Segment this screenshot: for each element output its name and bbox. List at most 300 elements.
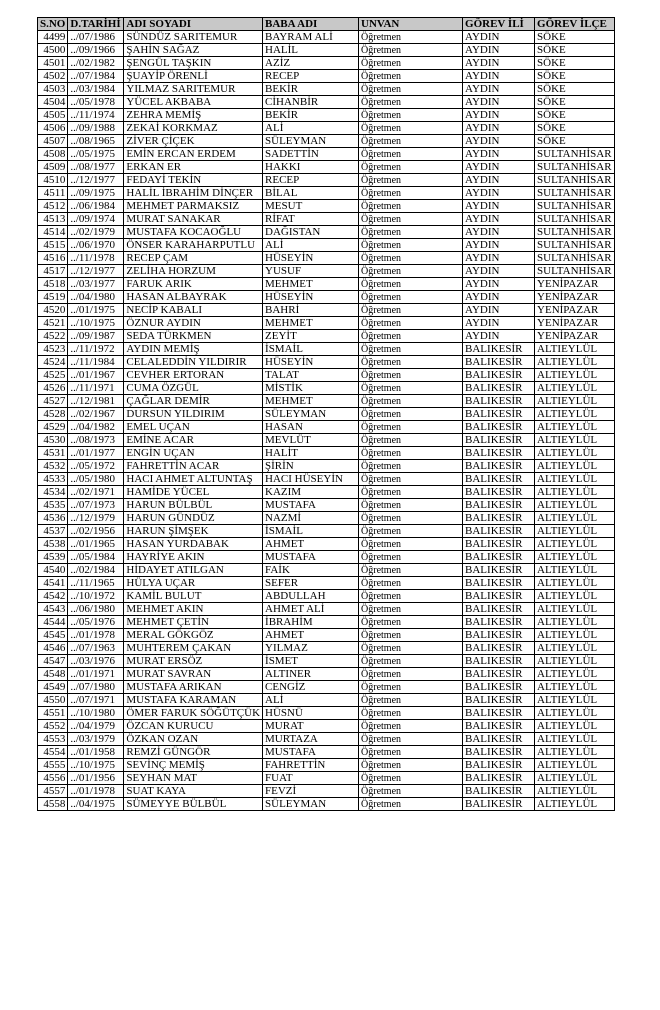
cell-district: YENİPAZAR (535, 304, 615, 317)
cell-full-name: ÖNSER KARAHARPUTLU (124, 239, 263, 252)
cell-full-name: DURSUN YILDIRIM (124, 408, 263, 421)
cell-full-name: HACI AHMET ALTUNTAŞ (124, 473, 263, 486)
table-row (38, 720, 615, 733)
cell-sno: 4532 (38, 460, 68, 473)
cell-birth-date: ../11/1971 (68, 382, 124, 395)
table-row (38, 447, 615, 460)
cell-father-name: İSMAİL (263, 525, 359, 538)
cell-title: Öğretmen (359, 252, 463, 265)
cell-district: ALTIEYLÜL (535, 603, 615, 616)
cell-title: Öğretmen (359, 421, 463, 434)
cell-sno: 4506 (38, 122, 68, 135)
table-row (38, 421, 615, 434)
cell-province: BALIKESİR (463, 629, 535, 642)
cell-title: Öğretmen (359, 694, 463, 707)
cell-province: AYDIN (463, 239, 535, 252)
cell-birth-date: ../10/1975 (68, 317, 124, 330)
cell-district: ALTIEYLÜL (535, 369, 615, 382)
cell-father-name: MUSTAFA (263, 746, 359, 759)
cell-birth-date: ../06/1970 (68, 239, 124, 252)
cell-full-name: ZEKAİ KORKMAZ (124, 122, 263, 135)
cell-sno: 4544 (38, 616, 68, 629)
cell-title: Öğretmen (359, 681, 463, 694)
cell-full-name: ÖZCAN KURUCU (124, 720, 263, 733)
cell-father-name: ŞİRİN (263, 460, 359, 473)
cell-sno: 4541 (38, 577, 68, 590)
cell-father-name: SÜLEYMAN (263, 408, 359, 421)
cell-province: BALIKESİR (463, 551, 535, 564)
cell-province: BALIKESİR (463, 668, 535, 681)
cell-full-name: ŞENGÜL TAŞKIN (124, 57, 263, 70)
cell-father-name: BEKİR (263, 109, 359, 122)
cell-title: Öğretmen (359, 668, 463, 681)
cell-sno: 4504 (38, 96, 68, 109)
cell-district: ALTIEYLÜL (535, 434, 615, 447)
table-row (38, 707, 615, 720)
cell-title: Öğretmen (359, 447, 463, 460)
cell-father-name: FUAT (263, 772, 359, 785)
cell-title: Öğretmen (359, 473, 463, 486)
cell-title: Öğretmen (359, 187, 463, 200)
cell-birth-date: ../10/1980 (68, 707, 124, 720)
cell-father-name: MEVLÜT (263, 434, 359, 447)
cell-province: BALIKESİR (463, 356, 535, 369)
cell-sno: 4557 (38, 785, 68, 798)
cell-full-name: ZEHRA MEMİŞ (124, 109, 263, 122)
cell-father-name: HALİT (263, 447, 359, 460)
table-row (38, 785, 615, 798)
cell-father-name: AHMET ALİ (263, 603, 359, 616)
cell-district: YENİPAZAR (535, 278, 615, 291)
cell-birth-date: ../11/1965 (68, 577, 124, 590)
cell-full-name: MEHMET AKIN (124, 603, 263, 616)
cell-title: Öğretmen (359, 304, 463, 317)
cell-province: AYDIN (463, 96, 535, 109)
cell-father-name: NAZMİ (263, 512, 359, 525)
table-row (38, 525, 615, 538)
cell-district: SÖKE (535, 70, 615, 83)
cell-title: Öğretmen (359, 772, 463, 785)
cell-sno: 4517 (38, 265, 68, 278)
cell-father-name: SEFER (263, 577, 359, 590)
cell-birth-date: ../06/1984 (68, 200, 124, 213)
table-row (38, 382, 615, 395)
cell-full-name: CELALEDDİN YILDIRIR (124, 356, 263, 369)
cell-birth-date: ../07/1984 (68, 70, 124, 83)
cell-district: ALTIEYLÜL (535, 642, 615, 655)
table-row (38, 161, 615, 174)
cell-father-name: BAHRİ (263, 304, 359, 317)
cell-province: BALIKESİR (463, 408, 535, 421)
cell-province: BALIKESİR (463, 395, 535, 408)
cell-province: BALIKESİR (463, 421, 535, 434)
table-row (38, 798, 615, 811)
cell-full-name: HAYRİYE AKIN (124, 551, 263, 564)
cell-full-name: HALİL İBRAHİM DİNÇER (124, 187, 263, 200)
cell-birth-date: ../11/1978 (68, 252, 124, 265)
cell-birth-date: ../03/1976 (68, 655, 124, 668)
cell-province: AYDIN (463, 187, 535, 200)
cell-birth-date: ../09/1988 (68, 122, 124, 135)
cell-full-name: AYDIN MEMİŞ (124, 343, 263, 356)
cell-sno: 4508 (38, 148, 68, 161)
cell-district: SULTANHİSAR (535, 148, 615, 161)
cell-province: BALIKESİR (463, 642, 535, 655)
cell-sno: 4509 (38, 161, 68, 174)
cell-full-name: MUHTEREM ÇAKAN (124, 642, 263, 655)
cell-sno: 4524 (38, 356, 68, 369)
cell-title: Öğretmen (359, 57, 463, 70)
header-row (38, 18, 615, 31)
cell-district: ALTIEYLÜL (535, 629, 615, 642)
cell-province: BALIKESİR (463, 772, 535, 785)
cell-father-name: ALİ (263, 122, 359, 135)
cell-title: Öğretmen (359, 44, 463, 57)
cell-province: AYDIN (463, 57, 535, 70)
cell-province: BALIKESİR (463, 486, 535, 499)
cell-birth-date: ../12/1977 (68, 265, 124, 278)
cell-birth-date: ../03/1979 (68, 733, 124, 746)
cell-district: ALTIEYLÜL (535, 785, 615, 798)
cell-birth-date: ../07/1963 (68, 642, 124, 655)
cell-province: BALIKESİR (463, 447, 535, 460)
cell-district: ALTIEYLÜL (535, 512, 615, 525)
cell-province: AYDIN (463, 31, 535, 44)
cell-province: BALIKESİR (463, 538, 535, 551)
cell-father-name: BEKİR (263, 83, 359, 96)
cell-title: Öğretmen (359, 213, 463, 226)
table-row (38, 655, 615, 668)
cell-district: SÖKE (535, 122, 615, 135)
cell-province: AYDIN (463, 44, 535, 57)
table-row (38, 486, 615, 499)
cell-birth-date: ../12/1977 (68, 174, 124, 187)
cell-birth-date: ../12/1981 (68, 395, 124, 408)
cell-title: Öğretmen (359, 434, 463, 447)
cell-father-name: ALTINER (263, 668, 359, 681)
table-row (38, 187, 615, 200)
table-row (38, 239, 615, 252)
cell-full-name: YÜCEL AKBABA (124, 96, 263, 109)
cell-birth-date: ../03/1977 (68, 278, 124, 291)
cell-province: BALIKESİR (463, 785, 535, 798)
cell-district: ALTIEYLÜL (535, 655, 615, 668)
cell-title: Öğretmen (359, 486, 463, 499)
cell-father-name: MESUT (263, 200, 359, 213)
table-row (38, 642, 615, 655)
cell-birth-date: ../11/1972 (68, 343, 124, 356)
cell-title: Öğretmen (359, 707, 463, 720)
cell-title: Öğretmen (359, 239, 463, 252)
cell-title: Öğretmen (359, 538, 463, 551)
cell-father-name: HAKKI (263, 161, 359, 174)
cell-district: SÖKE (535, 44, 615, 57)
cell-district: SULTANHİSAR (535, 265, 615, 278)
cell-sno: 4507 (38, 135, 68, 148)
cell-father-name: AZİZ (263, 57, 359, 70)
cell-district: SÖKE (535, 135, 615, 148)
cell-district: YENİPAZAR (535, 317, 615, 330)
cell-birth-date: ../01/1956 (68, 772, 124, 785)
table-row (38, 772, 615, 785)
cell-sno: 4554 (38, 746, 68, 759)
cell-province: AYDIN (463, 278, 535, 291)
cell-father-name: FAHRETTİN (263, 759, 359, 772)
table-row (38, 577, 615, 590)
cell-title: Öğretmen (359, 616, 463, 629)
cell-sno: 4531 (38, 447, 68, 460)
cell-sno: 4526 (38, 382, 68, 395)
cell-district: ALTIEYLÜL (535, 408, 615, 421)
cell-birth-date: ../01/1975 (68, 304, 124, 317)
cell-sno: 4558 (38, 798, 68, 811)
cell-title: Öğretmen (359, 135, 463, 148)
table-row (38, 278, 615, 291)
cell-birth-date: ../02/1982 (68, 57, 124, 70)
cell-father-name: AHMET (263, 629, 359, 642)
cell-sno: 4500 (38, 44, 68, 57)
cell-title: Öğretmen (359, 460, 463, 473)
cell-birth-date: ../01/1978 (68, 629, 124, 642)
cell-father-name: İBRAHİM (263, 616, 359, 629)
table-row (38, 31, 615, 44)
cell-title: Öğretmen (359, 109, 463, 122)
cell-full-name: HARUN ŞİMŞEK (124, 525, 263, 538)
cell-birth-date: ../01/1978 (68, 785, 124, 798)
table-row (38, 83, 615, 96)
cell-sno: 4514 (38, 226, 68, 239)
cell-sno: 4555 (38, 759, 68, 772)
cell-sno: 4542 (38, 590, 68, 603)
table-row (38, 265, 615, 278)
table-row (38, 200, 615, 213)
cell-birth-date: ../05/1980 (68, 473, 124, 486)
cell-province: AYDIN (463, 161, 535, 174)
cell-full-name: ÖZNUR AYDIN (124, 317, 263, 330)
cell-province: AYDIN (463, 265, 535, 278)
cell-father-name: HÜSEYİN (263, 252, 359, 265)
cell-district: ALTIEYLÜL (535, 590, 615, 603)
cell-district: ALTIEYLÜL (535, 382, 615, 395)
cell-sno: 4523 (38, 343, 68, 356)
cell-birth-date: ../09/1966 (68, 44, 124, 57)
cell-father-name: MEHMET (263, 278, 359, 291)
cell-district: SULTANHİSAR (535, 161, 615, 174)
cell-district: ALTIEYLÜL (535, 538, 615, 551)
cell-birth-date: ../05/1978 (68, 96, 124, 109)
cell-full-name: SÜNDÜZ SARITEMUR (124, 31, 263, 44)
table-row (38, 460, 615, 473)
cell-birth-date: ../02/1956 (68, 525, 124, 538)
cell-province: AYDIN (463, 70, 535, 83)
cell-father-name: MUSTAFA (263, 551, 359, 564)
cell-father-name: MEHMET (263, 317, 359, 330)
cell-birth-date: ../05/1972 (68, 460, 124, 473)
table-row (38, 473, 615, 486)
cell-birth-date: ../10/1975 (68, 759, 124, 772)
cell-title: Öğretmen (359, 148, 463, 161)
cell-district: SÖKE (535, 31, 615, 44)
header-district: GÖREV İLÇE (535, 18, 615, 31)
cell-sno: 4538 (38, 538, 68, 551)
cell-district: ALTIEYLÜL (535, 668, 615, 681)
cell-full-name: EMEL UÇAN (124, 421, 263, 434)
cell-sno: 4548 (38, 668, 68, 681)
cell-province: BALIKESİR (463, 590, 535, 603)
cell-district: SÖKE (535, 96, 615, 109)
cell-province: AYDIN (463, 83, 535, 96)
cell-full-name: ENGİN UÇAN (124, 447, 263, 460)
cell-district: ALTIEYLÜL (535, 577, 615, 590)
cell-full-name: ŞUAYİP ÖRENLİ (124, 70, 263, 83)
header-birth-date: D.TARİHİ (68, 18, 124, 31)
cell-father-name: YILMAZ (263, 642, 359, 655)
cell-birth-date: ../02/1979 (68, 226, 124, 239)
table-row (38, 668, 615, 681)
cell-title: Öğretmen (359, 343, 463, 356)
cell-district: SULTANHİSAR (535, 200, 615, 213)
cell-province: BALIKESİR (463, 473, 535, 486)
table-row (38, 616, 615, 629)
cell-father-name: TALAT (263, 369, 359, 382)
cell-title: Öğretmen (359, 512, 463, 525)
cell-sno: 4530 (38, 434, 68, 447)
cell-birth-date: ../04/1975 (68, 798, 124, 811)
cell-sno: 4550 (38, 694, 68, 707)
table-row (38, 122, 615, 135)
cell-birth-date: ../09/1987 (68, 330, 124, 343)
cell-full-name: EMİNE ACAR (124, 434, 263, 447)
cell-title: Öğretmen (359, 564, 463, 577)
cell-father-name: İSMAİL (263, 343, 359, 356)
cell-district: ALTIEYLÜL (535, 681, 615, 694)
cell-district: ALTIEYLÜL (535, 720, 615, 733)
cell-full-name: CUMA ÖZGÜL (124, 382, 263, 395)
cell-title: Öğretmen (359, 603, 463, 616)
cell-sno: 4546 (38, 642, 68, 655)
table-row (38, 304, 615, 317)
cell-full-name: SEYHAN MAT (124, 772, 263, 785)
cell-full-name: MERAL GÖKGÖZ (124, 629, 263, 642)
cell-district: ALTIEYLÜL (535, 551, 615, 564)
cell-birth-date: ../08/1973 (68, 434, 124, 447)
table-row (38, 681, 615, 694)
cell-sno: 4511 (38, 187, 68, 200)
cell-full-name: MUSTAFA ARIKAN (124, 681, 263, 694)
cell-full-name: ERKAN ER (124, 161, 263, 174)
cell-title: Öğretmen (359, 83, 463, 96)
cell-father-name: KAZIM (263, 486, 359, 499)
cell-province: BALIKESİR (463, 369, 535, 382)
table-row (38, 746, 615, 759)
cell-title: Öğretmen (359, 330, 463, 343)
cell-province: AYDIN (463, 291, 535, 304)
cell-full-name: HİDAYET ATILGAN (124, 564, 263, 577)
cell-full-name: ÖMER FARUK SÖĞÜTÇÜK (124, 707, 263, 720)
cell-father-name: MUSTAFA (263, 499, 359, 512)
cell-sno: 4534 (38, 486, 68, 499)
header-title: UNVAN (359, 18, 463, 31)
cell-father-name: RİFAT (263, 213, 359, 226)
cell-father-name: MURTAZA (263, 733, 359, 746)
cell-title: Öğretmen (359, 655, 463, 668)
cell-title: Öğretmen (359, 369, 463, 382)
cell-sno: 4545 (38, 629, 68, 642)
cell-full-name: FARUK ARIK (124, 278, 263, 291)
cell-sno: 4536 (38, 512, 68, 525)
table-row (38, 356, 615, 369)
cell-title: Öğretmen (359, 174, 463, 187)
cell-sno: 4552 (38, 720, 68, 733)
cell-district: SÖKE (535, 109, 615, 122)
cell-full-name: RECEP ÇAM (124, 252, 263, 265)
cell-district: ALTIEYLÜL (535, 564, 615, 577)
cell-province: AYDIN (463, 330, 535, 343)
cell-district: ALTIEYLÜL (535, 759, 615, 772)
cell-birth-date: ../03/1984 (68, 83, 124, 96)
cell-birth-date: ../05/1975 (68, 148, 124, 161)
table-row (38, 174, 615, 187)
cell-birth-date: ../11/1984 (68, 356, 124, 369)
table-row (38, 330, 615, 343)
cell-full-name: EMİN ERCAN ERDEM (124, 148, 263, 161)
cell-full-name: ÖZKAN OZAN (124, 733, 263, 746)
cell-father-name: CİHANBİR (263, 96, 359, 109)
cell-district: ALTIEYLÜL (535, 733, 615, 746)
cell-district: ALTIEYLÜL (535, 746, 615, 759)
cell-sno: 4521 (38, 317, 68, 330)
cell-province: BALIKESİR (463, 460, 535, 473)
table-row (38, 499, 615, 512)
cell-full-name: MURAT SAVRAN (124, 668, 263, 681)
cell-birth-date: ../04/1980 (68, 291, 124, 304)
cell-province: BALIKESİR (463, 499, 535, 512)
cell-district: SULTANHİSAR (535, 252, 615, 265)
table-row (38, 317, 615, 330)
cell-birth-date: ../07/1971 (68, 694, 124, 707)
cell-district: YENİPAZAR (535, 291, 615, 304)
cell-birth-date: ../12/1979 (68, 512, 124, 525)
cell-title: Öğretmen (359, 408, 463, 421)
cell-title: Öğretmen (359, 629, 463, 642)
cell-father-name: YUSUF (263, 265, 359, 278)
cell-full-name: ŞAHİN SAĞAZ (124, 44, 263, 57)
cell-title: Öğretmen (359, 395, 463, 408)
cell-province: BALIKESİR (463, 525, 535, 538)
cell-district: ALTIEYLÜL (535, 447, 615, 460)
cell-father-name: İSMET (263, 655, 359, 668)
cell-birth-date: ../09/1975 (68, 187, 124, 200)
cell-father-name: RECEP (263, 70, 359, 83)
cell-sno: 4529 (38, 421, 68, 434)
cell-full-name: SUAT KAYA (124, 785, 263, 798)
cell-sno: 4515 (38, 239, 68, 252)
table-row (38, 603, 615, 616)
cell-father-name: RECEP (263, 174, 359, 187)
cell-full-name: CEVHER ERTORAN (124, 369, 263, 382)
cell-province: BALIKESİR (463, 655, 535, 668)
cell-full-name: SÜMEYYE BÜLBÜL (124, 798, 263, 811)
cell-full-name: MURAT ERSÖZ (124, 655, 263, 668)
cell-sno: 4543 (38, 603, 68, 616)
cell-title: Öğretmen (359, 577, 463, 590)
cell-province: BALIKESİR (463, 434, 535, 447)
cell-title: Öğretmen (359, 499, 463, 512)
cell-sno: 4520 (38, 304, 68, 317)
cell-father-name: HÜSEYİN (263, 291, 359, 304)
cell-birth-date: ../06/1980 (68, 603, 124, 616)
cell-father-name: FAİK (263, 564, 359, 577)
